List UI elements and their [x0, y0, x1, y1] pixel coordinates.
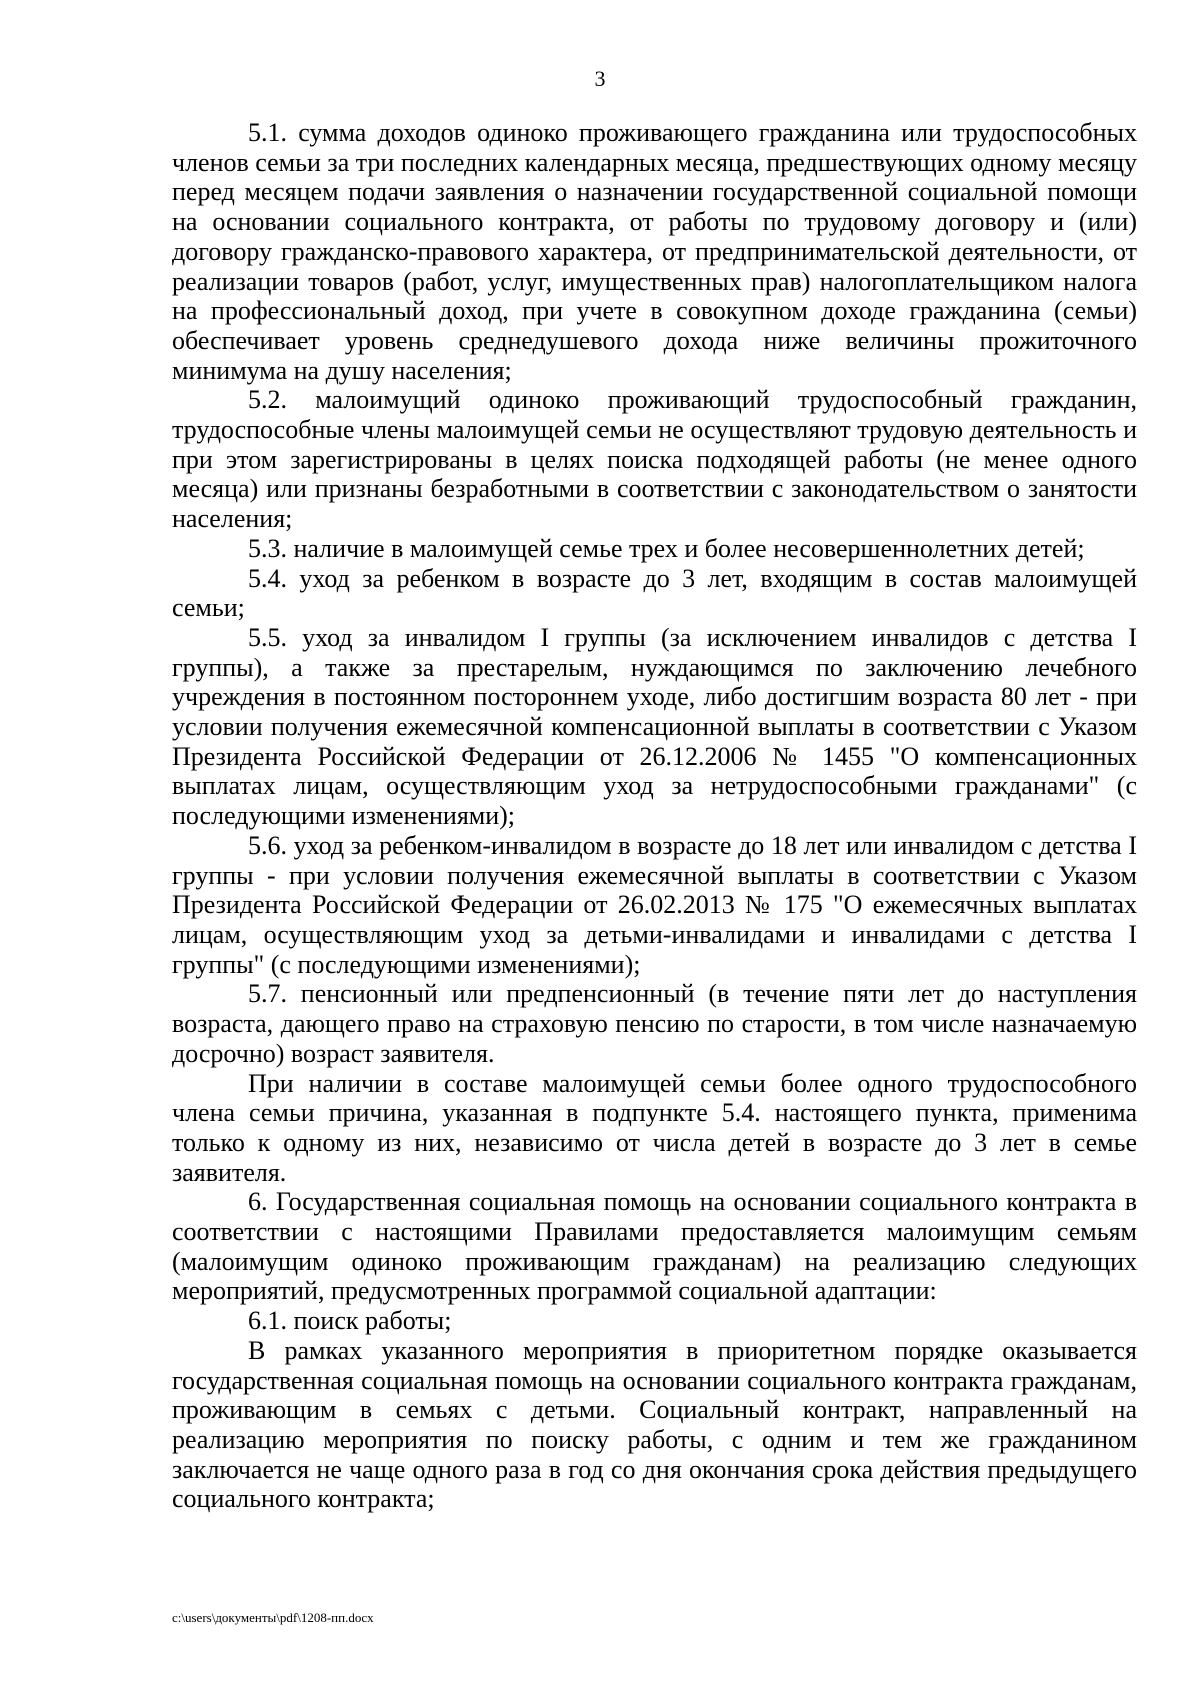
footer-file-path: c:\users\документы\pdf\1208-пп.docx	[172, 1610, 374, 1625]
paragraph-note: При наличии в составе малоимущей семьи более одного трудоспособного члена семьи причина, указанная в подпункте 5.4. настоящего пункта, применима только к одному из них, независимо от числа детей в возрасте до 3 лет в семье заявителя.	[172, 1068, 1137, 1187]
page-number: 3	[594, 66, 606, 91]
paragraph-5-1: 5.1. сумма доходов одиноко проживающего гражданина или трудоспособных членов семьи за три последних календарных месяца, предшествующих одному месяцу перед месяцем подачи заявления о назначении государственной социальной помощи на основании социального контракта, от работы по трудовому договору и (или) договору гражданско-правового характера, от предпринимательской деятельности, от реализации товаров (работ, услуг, имущественных прав) налогоплательщиком налога на профессиональный доход, при учете в совокупном доходе гражданина (семьи) обеспечивает уровень среднедушевого дохода ниже величины прожиточного минимума на душу населения;	[172, 118, 1137, 385]
paragraph-6-1: 6.1. поиск работы;	[248, 1306, 452, 1336]
paragraph-5-4: 5.4. уход за ребенком в возрасте до 3 лет, входящим в состав малоимущей семьи;	[172, 563, 1137, 623]
paragraph-5-6: 5.6. уход за ребенком-инвалидом в возрасте до 18 лет или инвалидом с детства I группы - при условии получения ежемесячной выплаты в соответствии с Указом Президента Российской Федерации от 26.02.2013 № 175 "О ежемесячных выплатах лицам, осуществляющим уход за детьми-инвалидами и инвалидами с детства I группы" (с последующими изменениями);	[172, 830, 1137, 979]
paragraph-6-1-detail: В рамках указанного мероприятия в приоритетном порядке оказывается государственная социальная помощь на основании социального контракта гражданам, проживающим в семьях с детьми. Социальный контракт, направленный на реализацию мероприятия по поиску работы, с одним и тем же гражданином заключается не чаще одного раза в год со дня окончания срока действия предыдущего социального контракта;	[172, 1335, 1137, 1514]
paragraph-5-3: 5.3. наличие в малоимущей семье трех и более несовершеннолетних детей;	[248, 533, 1085, 563]
paragraph-5-5: 5.5. уход за инвалидом I группы (за исключением инвалидов с детства I группы), а также за престарелым, нуждающимся по заключению лечебного учреждения в постоянном постороннем уходе, либо достигшим возраста 80 лет - при условии получения ежемесячной компенсационной выплаты в соответствии с Указом Президента Российской Федерации от 26.12.2006 № 1455 "О компенсационных выплатах лицам, осуществляющим уход за нетрудоспособными гражданами" (с последующими изменениями);	[172, 622, 1137, 831]
paragraph-5-2: 5.2. малоимущий одиноко проживающий трудоспособный гражданин, трудоспособные члены малоимущей семьи не осуществляют трудовую деятельность и при этом зарегистрированы в целях поиска подходящей работы (не менее одного месяца) или признаны безработными в соответствии с законодательством о занятости населения;	[172, 385, 1137, 534]
document-body	[172, 118, 1137, 1514]
paragraph-5-7: 5.7. пенсионный или предпенсионный (в течение пяти лет до наступления возраста, дающего право на страховую пенсию по старости, в том числе назначаемую досрочно) возраст заявителя.	[172, 979, 1137, 1068]
paragraph-6: 6. Государственная социальная помощь на основании социального контракта в соответствии с настоящими Правилами предоставляется малоимущим семьям (малоимущим одиноко проживающим гражданам) на реализацию следующих мероприятий, предусмотренных программой социальной адаптации:	[172, 1187, 1137, 1306]
